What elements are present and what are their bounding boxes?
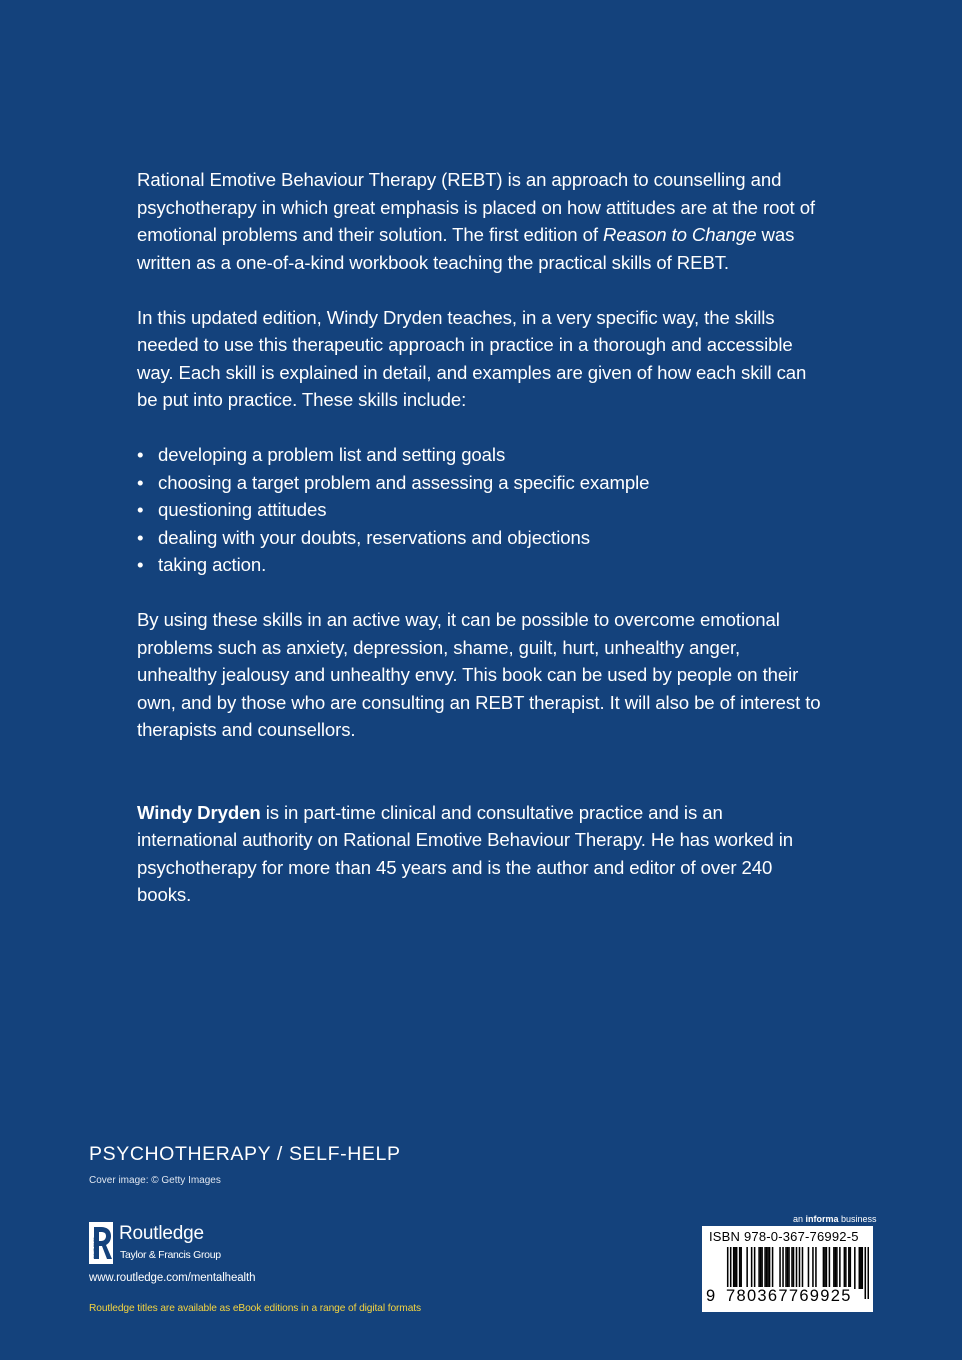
list-item: • questioning attitudes [137,496,823,524]
barcode-bar [844,1247,846,1289]
barcode-bar [764,1247,766,1289]
barcode-bar [848,1247,850,1289]
barcode-bar [826,1247,828,1289]
barcode-bar [860,1247,862,1289]
barcode-bar [769,1247,771,1289]
barcode-bar [791,1247,793,1289]
ebook-note: Routledge titles are available as eBook editions in a range of digital formats [89,1303,421,1314]
barcode-bar [734,1247,736,1289]
blurb-text: was written as a one-of-a-kind workbook teaching the practical skills of REBT. [137,224,795,273]
barcode-bar [782,1247,784,1289]
barcode-bar [779,1247,781,1289]
book-title: Reason to Change [603,224,757,245]
barcode-bar [862,1247,864,1289]
barcode-bar [767,1247,769,1289]
barcode-bar [740,1247,742,1289]
barcode-bar [812,1247,814,1289]
barcode-bar [751,1247,753,1289]
barcode-bar [833,1247,835,1289]
barcode-bar [845,1247,847,1289]
blurb [137,166,823,936]
routledge-logo-icon [89,1222,113,1264]
barcode-bar [823,1247,825,1289]
skills-list [137,441,823,579]
barcode-first-digit: 9 [706,1287,717,1305]
barcode-digits: 780367769925 [726,1287,852,1305]
barcode-bar [850,1247,852,1289]
barcode-bar [787,1247,789,1289]
barcode-bar [865,1247,867,1299]
barcode-bar [829,1247,831,1289]
barcode-bar [859,1247,861,1289]
barcode-bar [788,1247,790,1289]
blurb-paragraph-2: In this updated edition, Windy Dryden teaches, in a very specific way, the skills needed to use this therapeutic approach in practice in a thorough and accessible way. Each skill is explained in detail, and examples are given of how each skill can be put into practice. These skills include: [137,306,807,410]
publisher-group: Taylor & Francis Group [120,1249,221,1261]
barcode-bar [746,1247,748,1289]
barcode-bar [836,1247,838,1289]
author-bio-text: is in part-time clinical and consultative practice and is an international authority on Rational Emotive Behaviour Therapy. He has worked in psychotherapy for more than 45 years and is the author and editor of over 240 books. [137,801,793,905]
list-item: • taking action. [137,551,823,579]
barcode [702,1226,873,1312]
informa-business: an informa business [793,1214,877,1224]
author-bio [137,799,823,909]
barcode-bar [808,1247,810,1289]
list-item: • choosing a target problem and assessing a specific example [137,469,823,497]
barcode-bar [868,1247,869,1299]
barcode-bar [758,1247,760,1289]
barcode-bar [785,1247,787,1289]
barcode-bar [760,1247,762,1289]
barcode-bar [739,1247,741,1289]
barcode-bar [772,1247,774,1289]
cover-credit: Cover image: © Getty Images [89,1175,221,1186]
isbn-label: ISBN 978-0-367-76992-5 [709,1229,859,1244]
blurb-text: Rational Emotive Behaviour Therapy (REBT) is an approach to counselling and psychotherapy in which great emphasis is placed on how attitudes are at the root of emotional problems and their solution. The first edition of [137,169,815,245]
barcode-bar [839,1247,841,1289]
blurb-paragraph-3: By using these skills in an active way, it can be possible to overcome emotional problems such as anxiety, depression, shame, guilt, hurt, unhealthy anger, unhealthy jealousy and unhealthy envy. This book can be used by people on their own, and by those who are consulting an REBT therapist. It will also be of interest to therapists and counsellors. [137,609,821,740]
subject-category: PSYCHOTHERAPY / SELF-HELP [89,1143,401,1165]
barcode-bar [835,1247,837,1289]
publisher-website: www.routledge.com/mentalhealth [89,1272,256,1284]
svg-text:ROUTLEDGE: ROUTLEDGE [93,1237,97,1259]
barcode-bar [736,1247,738,1289]
barcode-bar [854,1247,856,1289]
list-item: • developing a problem list and setting goals [137,441,823,469]
list-item: • dealing with your doubts, reservations and objections [137,524,823,552]
blurb-paragraph-1 [137,166,823,276]
barcode-bar [793,1247,795,1289]
publisher-logo [89,1222,289,1270]
barcode-bar [802,1247,804,1289]
author-name: Windy Dryden [137,801,261,823]
barcode-bar [766,1247,768,1289]
barcode-bar [761,1247,763,1289]
informa-brand: informa [805,1214,839,1224]
barcode-bar [815,1247,817,1289]
publisher-name: Routledge [119,1223,204,1244]
barcode-bar [754,1247,756,1289]
barcode-bar [733,1247,735,1289]
barcode-bar [824,1247,826,1289]
